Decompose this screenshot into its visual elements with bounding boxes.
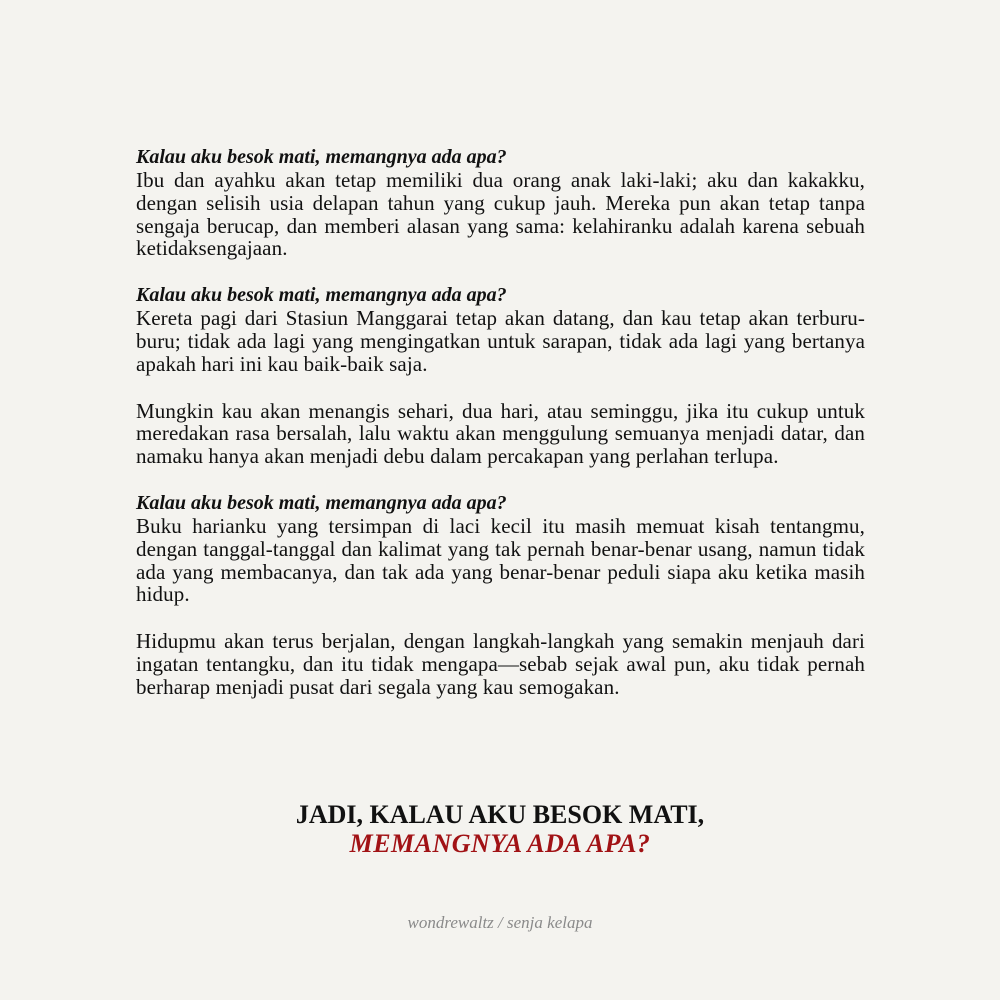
stanza-paragraph: Hidupmu akan terus berjalan, dengan langkah-langkah yang semakin menjauh dari ingatan tentangku, dan itu tidak mengapa—sebab sejak awal pun, aku tidak pernah berharap menjadi pusat dari segala yang kau semogakan. <box>136 629 865 699</box>
poem-body <box>136 146 865 723</box>
stanza-2-continued <box>136 400 865 468</box>
stanza-2 <box>136 284 865 375</box>
author-signature: wondrewaltz / senja kelapa <box>407 913 593 932</box>
closing-line-1: JADI, KALAU AKU BESOK MATI, <box>295 800 705 829</box>
stanza-paragraph: Kereta pagi dari Stasiun Manggarai tetap akan datang, dan kau tetap akan terburu-buru; tidak ada lagi yang mengingatkan untuk sarapan, tidak ada lagi yang bertanya apakah hari ini kau baik-baik saja. <box>136 306 865 376</box>
closing-heading <box>0 800 1000 858</box>
stanza-3 <box>136 492 865 606</box>
stanza-question: Kalau aku besok mati, memangnya ada apa? <box>136 491 507 514</box>
stanza-paragraph: Buku harianku yang tersimpan di laci kecil itu masih memuat kisah tentangmu, dengan tanggal-tanggal dan kalimat yang tak pernah benar-benar usang, namun tidak ada yang membacanya, dan tak ada yang benar-benar peduli siapa aku ketika masih hidup. <box>136 513 865 607</box>
stanza-1 <box>136 146 865 260</box>
stanza-3-continued <box>136 630 865 698</box>
stanza-paragraph: Ibu dan ayahku akan tetap memiliki dua orang anak laki-laki; aku dan kakakku, dengan selisih usia delapan tahun yang cukup jauh. Mereka pun akan tetap tanpa sengaja berucap, dan memberi alasan yang sama: kelahiranku adalah karena sebuah ketidaksengajaan. <box>136 168 865 261</box>
stanza-question: Kalau aku besok mati, memangnya ada apa? <box>136 146 507 168</box>
closing-line-2: MEMANGNYA ADA APA? <box>349 829 651 858</box>
stanza-paragraph: Mungkin kau akan menangis sehari, dua hari, atau seminggu, jika itu cukup untuk meredakan rasa bersalah, lalu waktu akan menggulung semuanya menjadi datar, dan namaku hanya akan menjadi debu dalam percakapan yang perlahan terlupa. <box>136 398 865 469</box>
stanza-question: Kalau aku besok mati, memangnya ada apa? <box>136 284 507 307</box>
